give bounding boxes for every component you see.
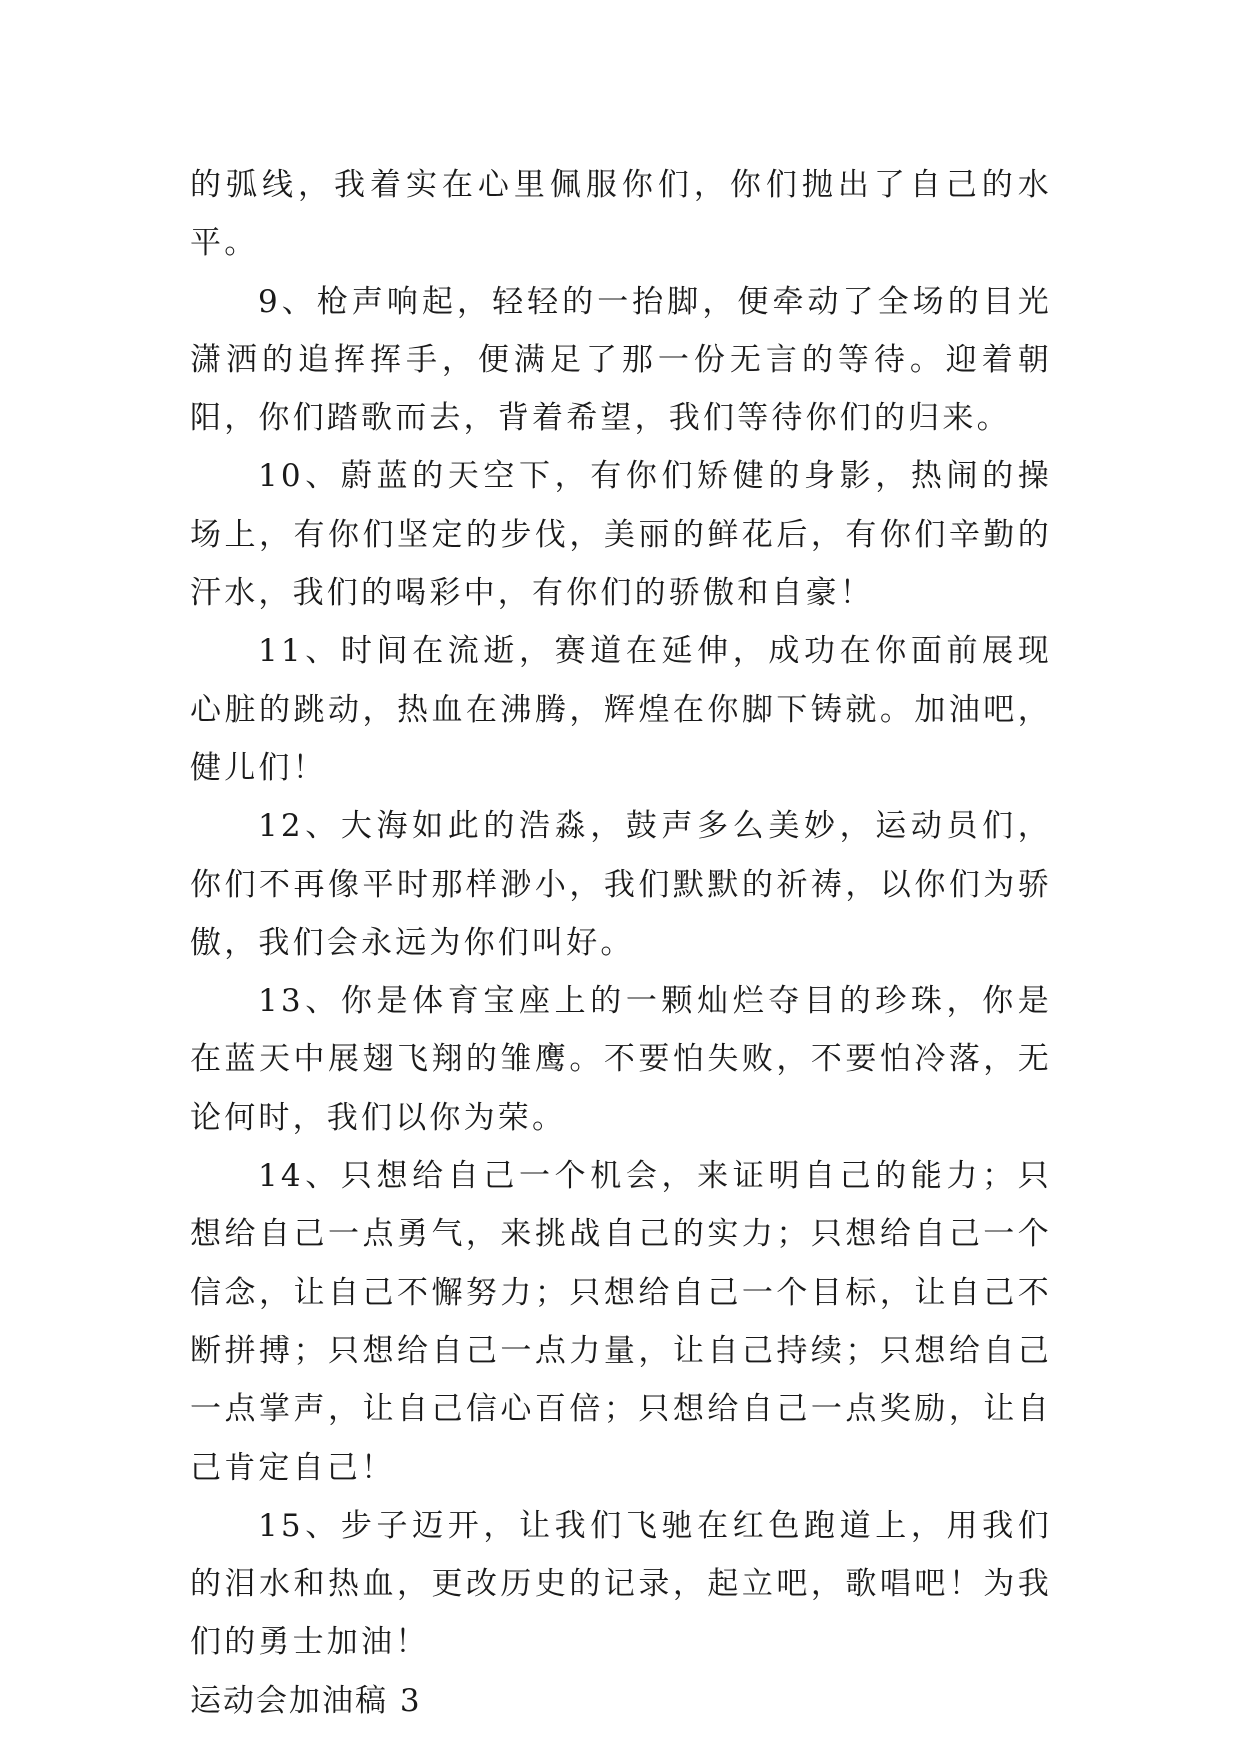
document-body [190,156,1052,1730]
paragraph-item-12: 12、大海如此的浩淼，鼓声多么美妙，运动员们，你们不再像平时那样渺小，我们默默的祈祷，以你们为骄傲，我们会永远为你们叫好。 [190,808,1052,961]
paragraph-item-10: 10、蔚蓝的天空下，有你们矫健的身影，热闹的操场上，有你们坚定的步伐，美丽的鲜花后，有你们辛勤的汗水，我们的喝彩中，有你们的骄傲和自豪！ [190,458,1052,612]
section-heading: 运动会加油稿 3 [190,1682,422,1719]
paragraph-item-9: 9、枪声响起，轻轻的一抬脚，便牵动了全场的目光潇洒的追挥挥手，便满足了那一份无言的等待。迎着朝阳，你们踏歌而去，背着希望，我们等待你们的归来。 [190,283,1052,437]
paragraph-item-13: 13、你是体育宝座上的一颗灿烂夺目的珍珠，你是在蓝天中展翅飞翔的雏鹰。不要怕失败，不要怕冷落，无论何时，我们以你为荣。 [190,983,1052,1136]
paragraph-item-15: 15、步子迈开，让我们飞驰在红色跑道上，用我们的泪水和热血，更改历史的记录，起立吧，歌唱吧！为我们的勇士加油！ [190,1507,1052,1661]
paragraph-item-11: 11、时间在流逝，赛道在延伸，成功在你面前展现心脏的跳动，热血在沸腾，辉煌在你脚下铸就。加油吧，健儿们！ [190,633,1052,786]
paragraph-item-14: 14、只想给自己一个机会，来证明自己的能力；只想给自己一点勇气，来挑战自己的实力；只想给自己一个信念，让自己不懈努力；只想给自己一个目标，让自己不断拼搏；只想给自己一点力量，让自己持续；只想给自己一点掌声，让自己信心百倍；只想给自己一点奖励，让自己肯定自己！ [190,1158,1052,1486]
paragraph-continuation: 的弧线，我着实在心里佩服你们，你们抛出了自己的水平。 [190,167,1052,262]
